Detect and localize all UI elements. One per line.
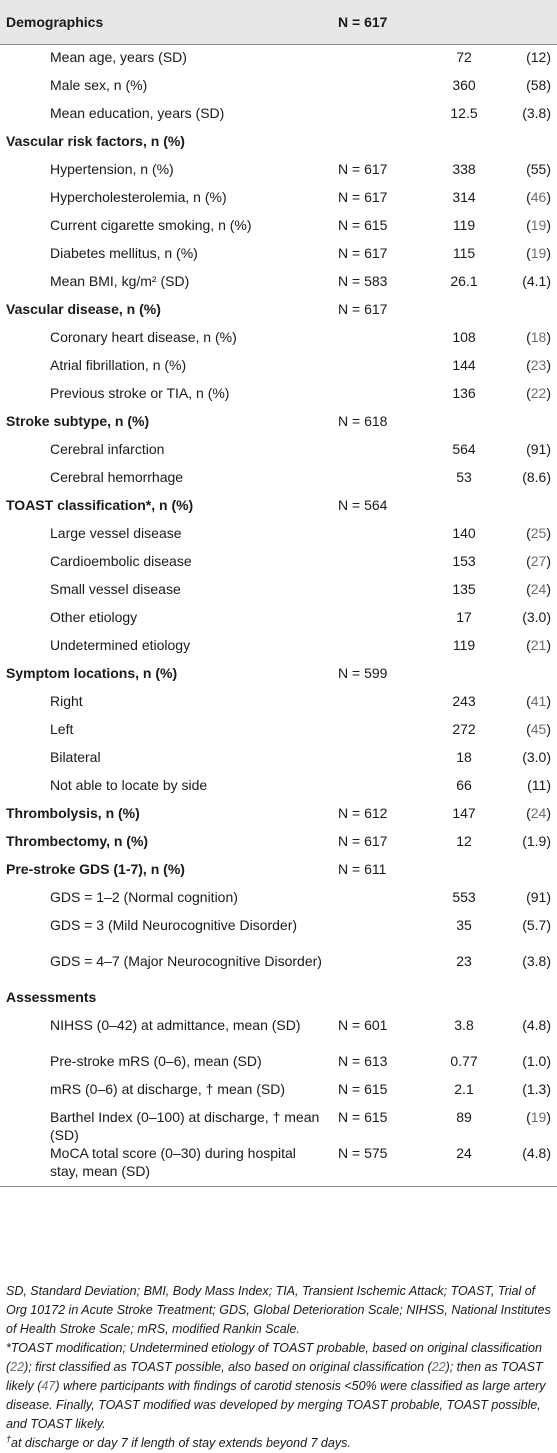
table-row [0,1140,557,1186]
row-percent: (58) [526,77,551,93]
table-row [0,464,557,492]
citation-link[interactable]: 19 [530,245,547,261]
percent-value: 4.1 [526,273,547,289]
percent-value: 3.8 [526,953,547,969]
citation-link[interactable]: 47 [41,1379,56,1393]
table-row [0,688,557,716]
row-percent: (4.8) [522,1017,551,1033]
table-header-row [0,0,557,44]
table-row [0,1012,557,1048]
row-percent: (91) [526,441,551,457]
row-n: N = 615 [338,217,388,233]
table-row [0,156,557,184]
row-label: Barthel Index (0–100) at discharge, † mean (SD) [50,1109,320,1143]
row-value: 243 [452,693,476,709]
row-label: Stroke subtype, n (%) [6,413,150,429]
table-row [0,268,557,296]
row-percent: (18) [526,329,551,345]
row-percent: (19) [526,245,551,261]
section-row [0,984,557,1012]
percent-value: 8.6 [526,469,547,485]
table-row [0,884,557,912]
row-value: 338 [452,161,476,177]
row-value: 360 [452,77,476,93]
citation-link[interactable]: 41 [530,693,547,709]
row-n: N = 615 [338,1109,388,1125]
row-label: Mean age, years (SD) [50,49,187,65]
table-row [0,548,557,576]
table-divider [0,44,557,45]
percent-value: 4.8 [526,1145,547,1161]
row-value: 115 [452,245,476,261]
table-row [0,436,557,464]
row-label: Pre-stroke GDS (1-7), n (%) [6,861,185,877]
row-label: TOAST classification*, n (%) [6,497,194,513]
table-row [0,772,557,800]
row-label: Undetermined etiology [50,637,191,653]
header-n: N = 617 [338,14,388,30]
row-label: NIHSS (0–42) at admittance, mean (SD) [50,1017,301,1033]
section-row [0,408,557,436]
table-row [0,1104,557,1143]
row-label: Previous stroke or TIA, n (%) [50,385,230,401]
percent-value: 91 [530,889,547,905]
row-percent: (1.0) [522,1053,551,1069]
citation-link[interactable]: 24 [530,805,547,821]
row-percent: (22) [526,385,551,401]
row-label: Coronary heart disease, n (%) [50,329,237,345]
table-row [0,44,557,72]
citation-link[interactable]: 45 [530,721,547,737]
row-n: N = 617 [338,161,388,177]
row-label: Hypercholesterolemia, n (%) [50,189,227,205]
row-value: 12 [456,833,472,849]
citation-link[interactable]: 22 [530,385,547,401]
row-value: 53 [456,469,472,485]
row-value: 72 [456,49,472,65]
row-label: mRS (0–6) at discharge, † mean (SD) [50,1081,285,1097]
table-row [0,72,557,100]
table-row [0,380,557,408]
row-label: Vascular disease, n (%) [6,301,161,317]
percent-value: 3.0 [526,749,547,765]
table-row [0,604,557,632]
row-n: N = 613 [338,1053,388,1069]
row-value: 135 [452,581,476,597]
citation-link[interactable]: 22 [10,1360,25,1374]
citation-link[interactable]: 21 [530,637,547,653]
table-row [0,912,557,948]
row-value: 23 [456,953,472,969]
table-row [0,100,557,128]
row-label: Cardioembolic disease [50,553,192,569]
row-value: 18 [456,749,472,765]
row-percent: (3.0) [522,609,551,625]
row-percent: (45) [526,721,551,737]
row-label: Thrombectomy, n (%) [6,833,149,849]
row-label: MoCA total score (0–30) during hospital stay, mean (SD) [50,1145,296,1179]
row-value: 272 [452,721,476,737]
section-row [0,492,557,520]
row-n: N = 617 [338,301,388,317]
table-row [0,184,557,212]
row-percent: (1.3) [522,1081,551,1097]
table-row [0,520,557,548]
percent-value: 1.3 [526,1081,547,1097]
row-label: Right [50,693,83,709]
row-percent: (5.7) [522,917,551,933]
row-label: Mean education, years (SD) [50,105,225,121]
row-percent: (46) [526,189,551,205]
row-label: Other etiology [50,609,138,625]
table-row [0,324,557,352]
row-percent: (4.8) [522,1145,551,1161]
row-label: Small vessel disease [50,581,181,597]
section-row [0,800,557,828]
row-value: 2.1 [454,1081,474,1097]
percent-value: 55 [530,161,547,177]
row-label: Thrombolysis, n (%) [6,805,140,821]
section-row [0,828,557,856]
table-row [0,716,557,744]
row-value: 119 [452,637,476,653]
row-value: 564 [452,441,476,457]
percent-value: 58 [530,77,547,93]
table-row [0,632,557,660]
row-percent: (4.1) [522,273,551,289]
row-label: Bilateral [50,749,101,765]
table-row [0,1048,557,1076]
footnote-toast: *TOAST modification; Undetermined etiology of TOAST probable, based on original classification (22); first classified as TOAST possible, also based on original classification (22); then as TOAST likely (47) where participants with findings of carotid stenosis <50% were classified as large artery disease. Finally, TOAST modified was developed by merging TOAST probable, TOAST possible, and TOAST likely. [6,1341,546,1431]
row-value: 153 [452,553,476,569]
row-percent: (21) [526,637,551,653]
row-value: 89 [456,1109,472,1125]
citation-link[interactable]: 27 [530,553,547,569]
row-percent: (12) [526,49,551,65]
citation-link[interactable]: 23 [530,357,547,373]
row-n: N = 583 [338,273,388,289]
row-percent: (19) [526,1109,551,1125]
row-percent: (91) [526,889,551,905]
row-value: 0.77 [450,1053,478,1069]
row-label: GDS = 1–2 (Normal cognition) [50,889,238,905]
row-n: N = 611 [338,861,387,877]
row-value: 66 [456,777,472,793]
row-label: Large vessel disease [50,525,182,541]
row-percent: (8.6) [522,469,551,485]
row-value: 24 [456,1145,472,1161]
row-value: 136 [452,385,476,401]
footnote-dagger: †at discharge or day 7 if length of stay extends beyond 7 days. [6,1433,351,1450]
citation-link[interactable]: 19 [530,217,547,233]
row-n: N = 575 [338,1145,388,1161]
table-row [0,744,557,772]
row-percent: (3.8) [522,953,551,969]
row-value: 108 [452,329,476,345]
percent-value: 11 [531,777,547,793]
percent-value: 12 [530,49,547,65]
percent-value: 4.8 [526,1017,547,1033]
citation-link[interactable]: 19 [530,1109,547,1125]
table-divider [0,1186,557,1187]
row-n: N = 617 [338,245,388,261]
percent-value: 1.9 [526,833,547,849]
row-n: N = 617 [338,189,388,205]
row-percent: (41) [526,693,551,709]
row-n: N = 601 [338,1017,388,1033]
row-percent: (1.9) [522,833,551,849]
percent-value: 3.0 [526,609,547,625]
row-label: Symptom locations, n (%) [6,665,178,681]
percent-value: 3.8 [526,105,547,121]
row-value: 144 [452,357,476,373]
citation-link[interactable]: 22 [431,1360,446,1374]
row-label: Current cigarette smoking, n (%) [50,217,252,233]
percent-value: 91 [530,441,547,457]
footnote-abbreviations: SD, Standard Deviation; BMI, Body Mass Index; TIA, Transient Ischemic Attack; TOAST, Trial of Org 10172 in Acute Stroke Treatment; GDS, Global Deterioration Scale; NIHSS, National Institutes of Health Stroke Scale; mRS, modified Rankin Scale. [6,1284,551,1336]
row-n: N = 615 [338,1081,388,1097]
row-label: GDS = 4–7 (Major Neurocognitive Disorder) [50,953,322,969]
row-percent: (3.8) [522,105,551,121]
section-row [0,660,557,688]
header-label: Demographics [6,14,104,30]
row-value: 314 [452,189,476,205]
row-value: 35 [456,917,472,933]
row-percent: (3.0) [522,749,551,765]
row-label: GDS = 3 (Mild Neurocognitive Disorder) [50,917,298,933]
table-row [0,212,557,240]
row-n: N = 617 [338,833,388,849]
row-label: Male sex, n (%) [50,77,148,93]
table-row [0,240,557,268]
row-percent: (19) [526,217,551,233]
section-row [0,296,557,324]
row-n: N = 564 [338,497,388,513]
section-row [0,856,557,884]
row-label: Mean BMI, kg/m² (SD) [50,273,190,289]
row-n: N = 599 [338,665,388,681]
row-value: 3.8 [454,1017,474,1033]
table-row [0,352,557,380]
row-value: 140 [452,525,476,541]
table-row [0,1076,557,1104]
row-label: Vascular risk factors, n (%) [6,133,185,149]
row-n: N = 618 [338,413,388,429]
row-value: 119 [452,217,476,233]
section-row [0,128,557,156]
row-percent: (25) [526,525,551,541]
row-label: Assessments [6,989,97,1005]
table-row [0,948,557,984]
row-label: Left [50,721,74,737]
row-value: 12.5 [450,105,478,121]
row-label: Atrial fibrillation, n (%) [50,357,187,373]
row-label: Hypertension, n (%) [50,161,174,177]
row-percent: (11) [527,777,551,793]
row-value: 553 [452,889,476,905]
table-row [0,576,557,604]
row-n: N = 612 [338,805,388,821]
row-percent: (55) [526,161,551,177]
row-percent: (24) [526,805,551,821]
percent-value: 5.7 [526,917,547,933]
citation-link[interactable]: 25 [530,525,547,541]
row-percent: (23) [526,357,551,373]
citation-link[interactable]: 46 [530,189,547,205]
row-value: 26.1 [450,273,478,289]
citation-link[interactable]: 24 [530,581,547,597]
row-value: 147 [452,805,476,821]
row-value: 17 [456,609,472,625]
percent-value: 1.0 [526,1053,547,1069]
table-footnotes [6,1282,551,1453]
row-label: Diabetes mellitus, n (%) [50,245,198,261]
row-label: Not able to locate by side [50,777,208,793]
row-label: Cerebral hemorrhage [50,469,184,485]
citation-link[interactable]: 18 [530,329,547,345]
row-label: Cerebral infarction [50,441,165,457]
row-percent: (24) [526,581,551,597]
row-percent: (27) [526,553,551,569]
row-label: Pre-stroke mRS (0–6), mean (SD) [50,1053,262,1069]
